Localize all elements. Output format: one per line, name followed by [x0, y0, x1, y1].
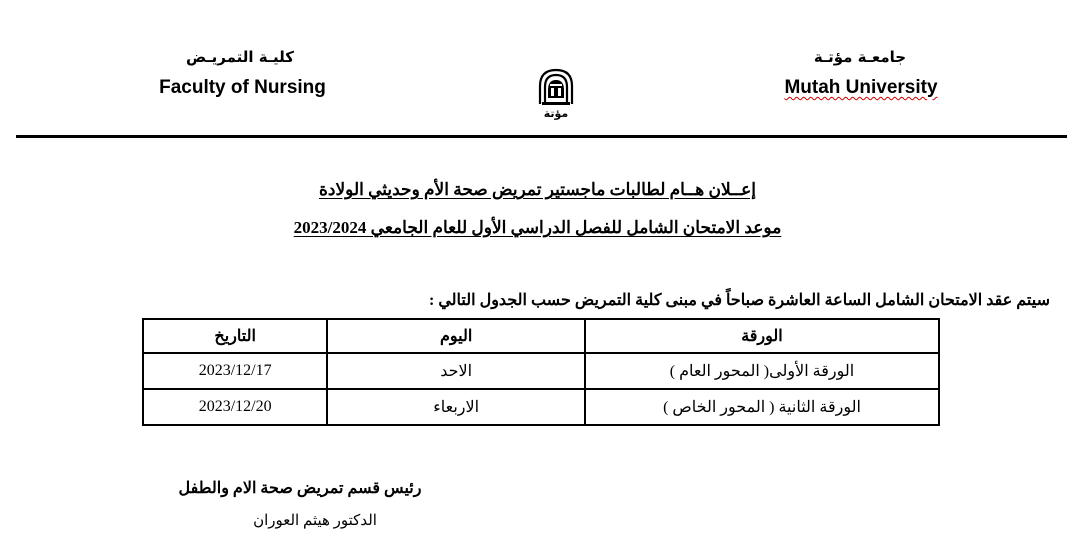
university-name-english-text: Mutah University [784, 77, 938, 98]
university-name-arabic: جامعـة مؤتـة [813, 48, 907, 66]
announcement-subtitle-text: موعد الامتحان الشامل للفصل الدراسي الأول للعام الجامعي 2023/2024 [293, 218, 782, 237]
cell-paper: الورقة الأولى( المحور العام ) [585, 353, 939, 389]
announcement-subtitle [0, 218, 1075, 238]
logo-caption: مؤتة [543, 107, 569, 120]
exam-schedule-table [142, 318, 940, 426]
signatory-name: الدكتور هيثم العوران [253, 513, 377, 529]
header-date: التاريخ [143, 319, 327, 353]
cell-date: 2023/12/20 [143, 389, 327, 425]
faculty-name-arabic: كليـة التمريـض [186, 48, 294, 66]
header-paper: الورقة [585, 319, 939, 353]
faculty-name-english: Faculty of Nursing [159, 77, 326, 98]
table-row [143, 353, 939, 389]
table-header-row [143, 319, 939, 353]
signatory-title: رئيس قسم تمريض صحة الام والطفل [178, 480, 422, 497]
cell-day: الاحد [327, 353, 585, 389]
university-logo-icon [528, 64, 584, 120]
table-row [143, 389, 939, 425]
header-day: اليوم [327, 319, 585, 353]
exam-intro-text: سيتم عقد الامتحان الشامل الساعة العاشرة صباحاً في مبنى كلية التمريض حسب الجدول التالي : [429, 292, 1050, 309]
announcement-title [0, 180, 1075, 200]
cell-day: الاربعاء [327, 389, 585, 425]
header-divider [16, 135, 1067, 138]
cell-paper: الورقة الثانية ( المحور الخاص ) [585, 389, 939, 425]
university-name-english [770, 77, 952, 99]
cell-date: 2023/12/17 [143, 353, 327, 389]
announcement-title-text: إعــلان هــام لطالبات ماجستير تمريض صحة الأم وحديثي الولادة [319, 180, 756, 199]
